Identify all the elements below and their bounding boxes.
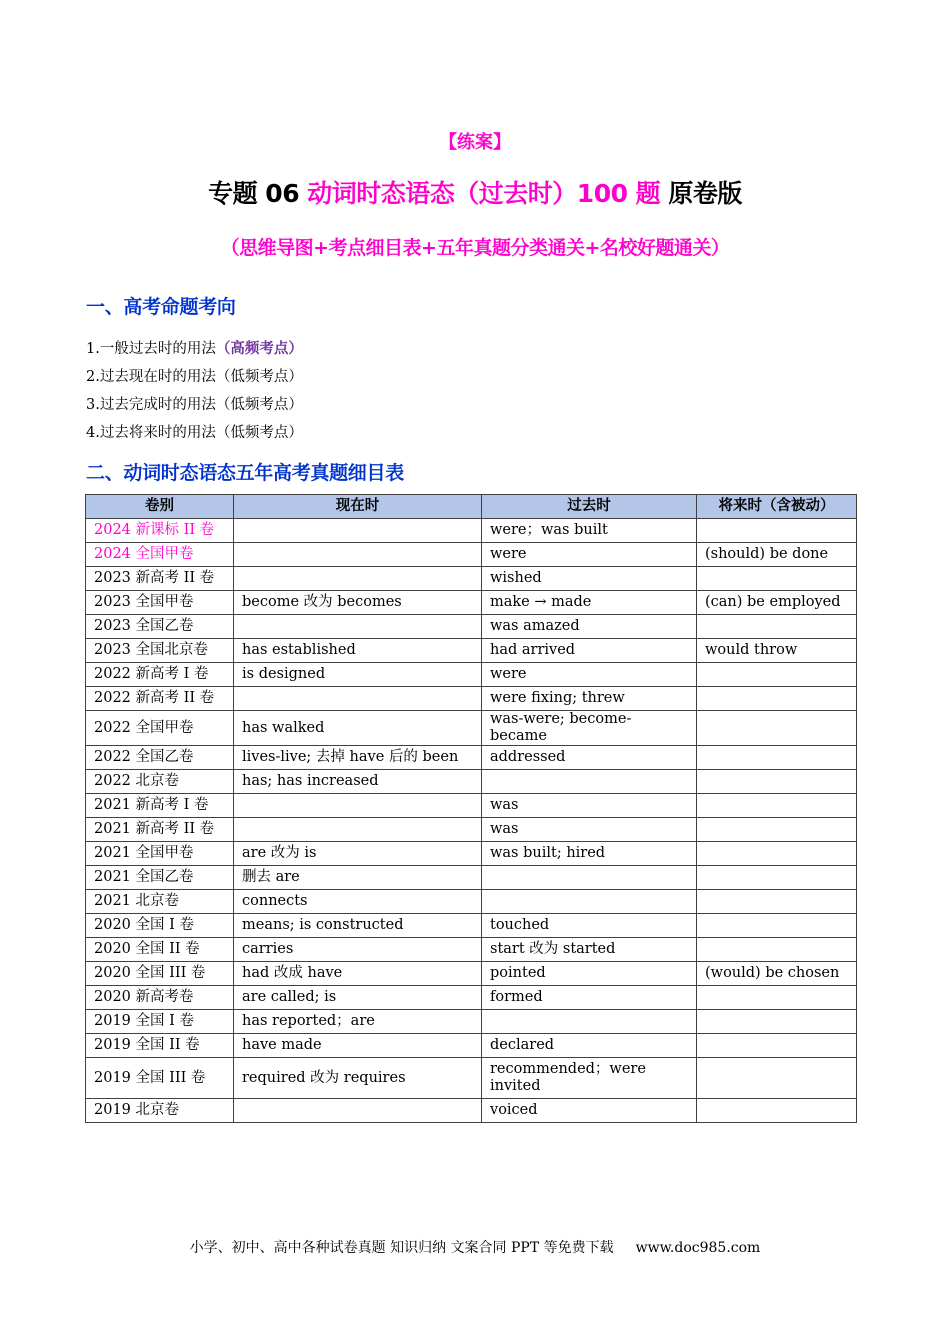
title-prefix: 专题 06: [208, 179, 308, 208]
table-row: [86, 1099, 857, 1123]
table-cell: 2024 新课标 II 卷: [86, 519, 234, 543]
table-cell: [697, 615, 857, 639]
table-cell: [234, 1099, 482, 1123]
table-cell: [697, 663, 857, 687]
table-row: [86, 1010, 857, 1034]
table-cell: have made: [234, 1034, 482, 1058]
table-row: [86, 1058, 857, 1099]
topic-text: 1.一般过去时的用法: [86, 341, 216, 357]
topic-text: 4.过去将来时的用法: [86, 425, 216, 441]
topic-note: （低频考点）: [215, 397, 303, 413]
table-cell: 2020 新高考卷: [86, 986, 234, 1010]
table-cell: [234, 519, 482, 543]
table-cell: (should) be done: [697, 543, 857, 567]
table-cell: 删去 are: [234, 866, 482, 890]
topic-note: （低频考点）: [215, 425, 303, 441]
table-cell: [482, 1010, 697, 1034]
table-cell: had arrived: [482, 639, 697, 663]
title-suffix: 原卷版: [660, 179, 742, 208]
table-cell: 2022 新高考 II 卷: [86, 687, 234, 711]
table-cell: [697, 1010, 857, 1034]
table-cell: 2022 新高考 I 卷: [86, 663, 234, 687]
topic-list: [86, 335, 303, 447]
table-cell: 2021 全国甲卷: [86, 842, 234, 866]
table-cell: [697, 794, 857, 818]
table-cell: [482, 770, 697, 794]
table-cell: means; is constructed: [234, 914, 482, 938]
table-cell: 2019 全国 III 卷: [86, 1058, 234, 1099]
table-cell: were fixing; threw: [482, 687, 697, 711]
table-header-row: [86, 495, 857, 519]
table-cell: [697, 890, 857, 914]
table-cell: 2022 全国乙卷: [86, 746, 234, 770]
table-cell: [697, 866, 857, 890]
table-cell: 2021 北京卷: [86, 890, 234, 914]
table-row: [86, 746, 857, 770]
table-cell: [697, 1034, 857, 1058]
table-cell: carries: [234, 938, 482, 962]
table-cell: would throw: [697, 639, 857, 663]
table-cell: [234, 543, 482, 567]
table-cell: [697, 914, 857, 938]
table-cell: voiced: [482, 1099, 697, 1123]
header-cell: 现在时: [234, 495, 482, 519]
table-cell: [697, 818, 857, 842]
table-cell: make → made: [482, 591, 697, 615]
table-row: [86, 1034, 857, 1058]
table-row: [86, 986, 857, 1010]
table-cell: [234, 687, 482, 711]
table-cell: 2022 北京卷: [86, 770, 234, 794]
table-cell: [482, 890, 697, 914]
table-cell: [697, 986, 857, 1010]
table-cell: are 改为 is: [234, 842, 482, 866]
table-row: [86, 519, 857, 543]
table-cell: was: [482, 818, 697, 842]
table-cell: [697, 1099, 857, 1123]
table-cell: [697, 842, 857, 866]
doc-tag: 【练案】: [439, 132, 511, 153]
table-cell: were；was built: [482, 519, 697, 543]
table-cell: start 改为 started: [482, 938, 697, 962]
table-cell: [697, 770, 857, 794]
table-cell: touched: [482, 914, 697, 938]
table-cell: was-were; become-became: [482, 711, 697, 746]
table-cell: (would) be chosen: [697, 962, 857, 986]
table-cell: become 改为 becomes: [234, 591, 482, 615]
topic-item: [86, 391, 303, 419]
table-cell: (can) be employed: [697, 591, 857, 615]
table-cell: [697, 519, 857, 543]
table-row: [86, 639, 857, 663]
topic-note: （低频考点）: [215, 369, 303, 385]
topic-note: （高频考点）: [215, 340, 303, 357]
table-cell: [697, 567, 857, 591]
page-footer: [0, 1237, 950, 1257]
table-cell: [697, 711, 857, 746]
table-row: [86, 914, 857, 938]
table-cell: lives-live; 去掉 have 后的 been: [234, 746, 482, 770]
table-row: [86, 711, 857, 746]
table-row: [86, 962, 857, 986]
title-highlight: 动词时态语态（过去时）100 题: [307, 179, 661, 208]
table-cell: [697, 1058, 857, 1099]
page-subtitle: （思维导图+考点细目表+五年真题分类通关+名校好题通关）: [220, 237, 730, 259]
table-row: [86, 591, 857, 615]
table-row: [86, 687, 857, 711]
topic-item: [86, 335, 303, 363]
table-cell: 2023 全国北京卷: [86, 639, 234, 663]
table-row: [86, 770, 857, 794]
table-row: [86, 794, 857, 818]
table-row: [86, 818, 857, 842]
table-cell: was: [482, 794, 697, 818]
table-cell: [234, 567, 482, 591]
table-cell: [697, 746, 857, 770]
table-cell: 2020 全国 I 卷: [86, 914, 234, 938]
table-cell: 2019 北京卷: [86, 1099, 234, 1123]
table-cell: connects: [234, 890, 482, 914]
table-cell: 2020 全国 II 卷: [86, 938, 234, 962]
footer-site-link[interactable]: www.doc985.com: [635, 1240, 761, 1256]
table-cell: wished: [482, 567, 697, 591]
table-cell: pointed: [482, 962, 697, 986]
table-cell: has; has increased: [234, 770, 482, 794]
table-row: [86, 663, 857, 687]
section1-heading: 一、高考命题考向: [86, 296, 236, 318]
table-cell: was amazed: [482, 615, 697, 639]
table-cell: 2022 全国甲卷: [86, 711, 234, 746]
topic-item: [86, 419, 303, 447]
table-cell: 2024 全国甲卷: [86, 543, 234, 567]
table-cell: has walked: [234, 711, 482, 746]
topic-text: 3.过去完成时的用法: [86, 397, 216, 413]
table-cell: 2023 全国乙卷: [86, 615, 234, 639]
header-cell: 将来时（含被动）: [697, 495, 857, 519]
table-cell: 2019 全国 II 卷: [86, 1034, 234, 1058]
table-row: [86, 543, 857, 567]
table-cell: [234, 818, 482, 842]
header-cell: 过去时: [482, 495, 697, 519]
exam-table: [85, 494, 857, 1123]
table-row: [86, 890, 857, 914]
table-cell: [234, 615, 482, 639]
table-cell: was built; hired: [482, 842, 697, 866]
section2-heading: 二、动词时态语态五年高考真题细目表: [86, 462, 404, 484]
topic-text: 2.过去现在时的用法: [86, 369, 216, 385]
table-cell: 2023 全国甲卷: [86, 591, 234, 615]
table-cell: had 改成 have: [234, 962, 482, 986]
page-title: [0, 174, 950, 210]
table-cell: [482, 866, 697, 890]
topic-item: [86, 363, 303, 391]
table-cell: formed: [482, 986, 697, 1010]
table-cell: recommended；were invited: [482, 1058, 697, 1099]
table-cell: [697, 938, 857, 962]
table-cell: 2023 新高考 II 卷: [86, 567, 234, 591]
table-cell: 2021 全国乙卷: [86, 866, 234, 890]
table-cell: 2019 全国 I 卷: [86, 1010, 234, 1034]
table-cell: addressed: [482, 746, 697, 770]
footer-text: 小学、初中、高中各种试卷真题 知识归纳 文案合同 PPT 等免费下载: [189, 1240, 614, 1256]
table-cell: [697, 687, 857, 711]
table-cell: is designed: [234, 663, 482, 687]
table-row: [86, 938, 857, 962]
table-row: [86, 842, 857, 866]
table-cell: were: [482, 663, 697, 687]
table-cell: has reported；are: [234, 1010, 482, 1034]
table-row: [86, 567, 857, 591]
table-cell: has established: [234, 639, 482, 663]
table-row: [86, 866, 857, 890]
table-row: [86, 615, 857, 639]
table-cell: 2020 全国 III 卷: [86, 962, 234, 986]
table-cell: required 改为 requires: [234, 1058, 482, 1099]
table-cell: [234, 794, 482, 818]
header-cell: 卷别: [86, 495, 234, 519]
table-cell: are called; is: [234, 986, 482, 1010]
table-cell: declared: [482, 1034, 697, 1058]
table-cell: 2021 新高考 I 卷: [86, 794, 234, 818]
table-cell: 2021 新高考 II 卷: [86, 818, 234, 842]
table-cell: were: [482, 543, 697, 567]
